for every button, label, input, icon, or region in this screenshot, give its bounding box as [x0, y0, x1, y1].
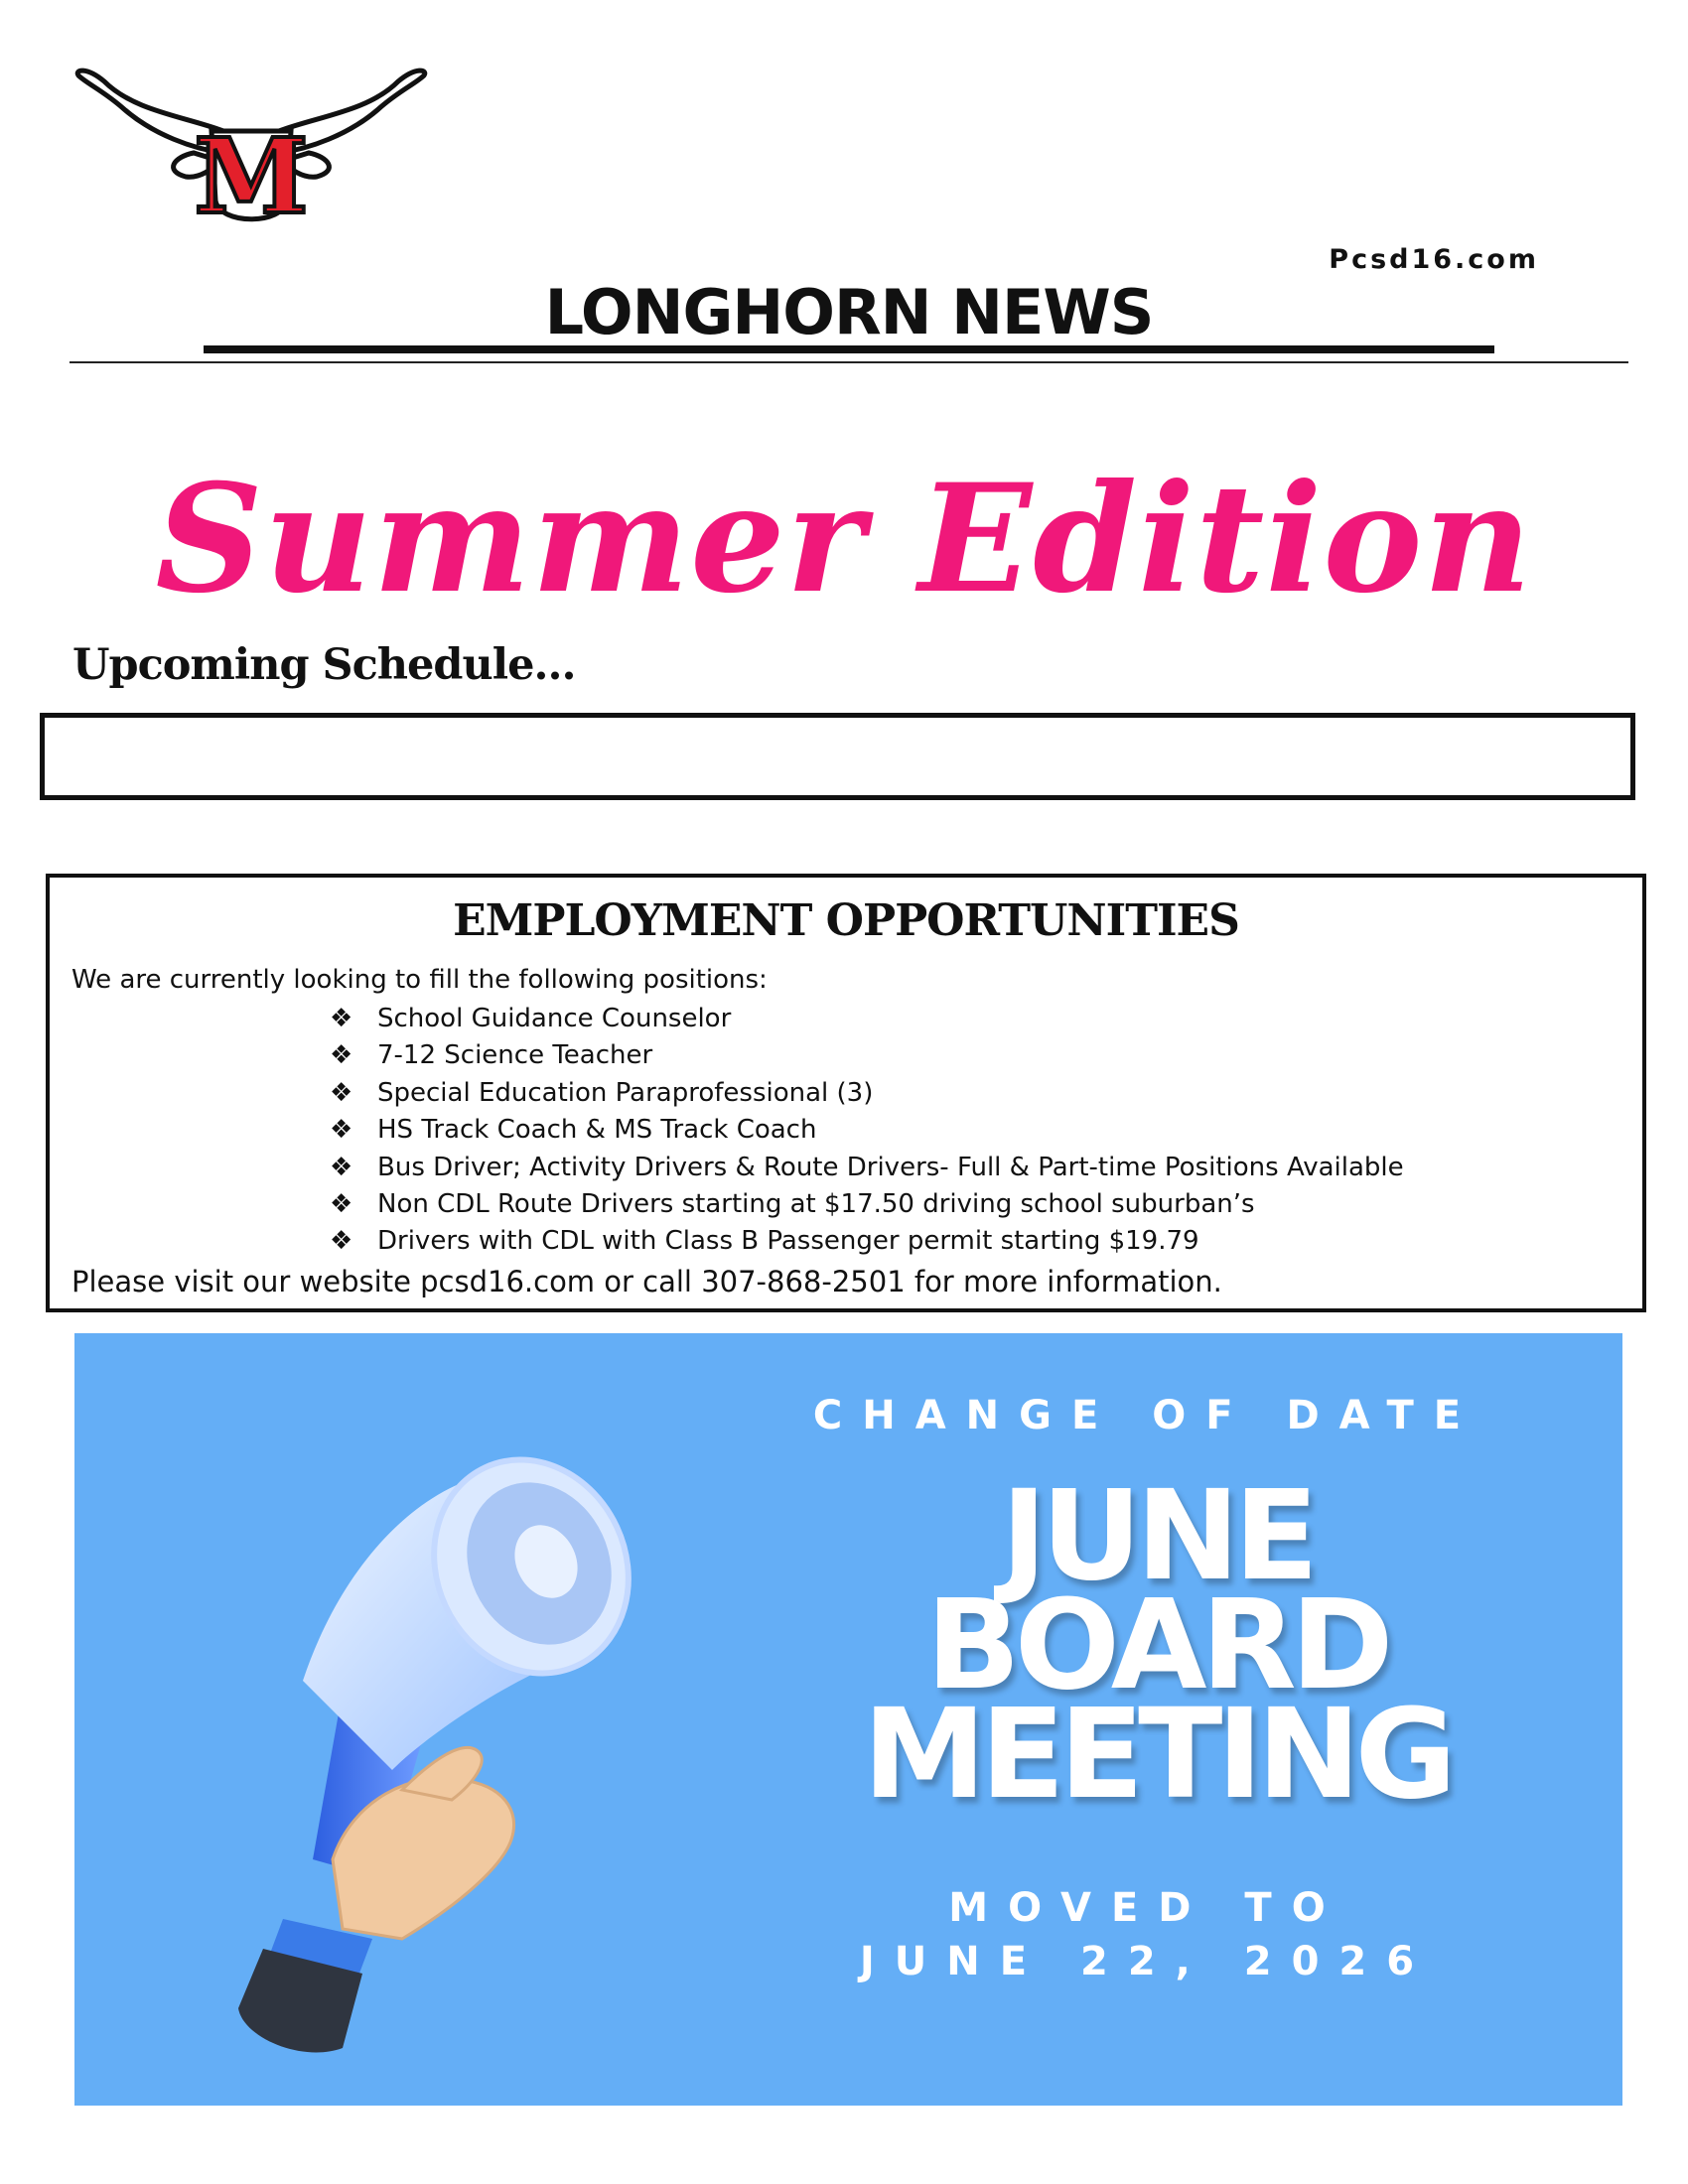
list-item: ❖ Drivers with CDL with Class B Passenger permit starting $19.79 [330, 1223, 1404, 1260]
employment-footer: Please visit our website pcsd16.com or call 307-868-2501 for more information. [71, 1265, 1222, 1298]
list-item: ❖ School Guidance Counselor [330, 1001, 1404, 1037]
newsletter-title: LONGHORN NEWS [544, 276, 1154, 348]
list-item: ❖ Non CDL Route Drivers starting at $17.50 driving school suburban’s [330, 1186, 1404, 1223]
header-rule [70, 361, 1628, 363]
masthead [204, 276, 1494, 355]
longhorn-logo [74, 62, 428, 240]
list-item: ❖ HS Track Coach & MS Track Coach [330, 1112, 1404, 1149]
employment-section [46, 874, 1646, 1312]
schedule-heading: Upcoming Schedule… [72, 640, 576, 690]
list-item: ❖ Bus Driver; Activity Drivers & Route Drivers- Full & Part-time Positions Available [330, 1150, 1404, 1186]
bullet-icon: ❖ [330, 1226, 353, 1257]
bullet-icon: ❖ [330, 1004, 353, 1033]
list-item: ❖ Special Education Paraprofessional (3) [330, 1075, 1404, 1112]
bullet-icon: ❖ [330, 1152, 353, 1182]
positions-list [330, 1001, 1404, 1261]
board-meeting-banner [74, 1333, 1622, 2106]
bullet-icon: ❖ [330, 1040, 353, 1071]
logo-letter: M [194, 115, 309, 237]
moved-to-text: MOVED TO JUNE 22, 2026 [710, 1881, 1584, 1988]
megaphone-icon [223, 1442, 740, 2088]
bullet-icon: ❖ [330, 1077, 353, 1108]
bullet-icon: ❖ [330, 1115, 353, 1146]
edition-title: Summer Edition [155, 452, 1533, 626]
change-of-date-text: CHANGE OF DATE [812, 1393, 1481, 1438]
employment-title: EMPLOYMENT OPPORTUNITIES [453, 895, 1239, 946]
schedule-box [40, 713, 1635, 800]
site-url: Pcsd16.com [1329, 244, 1539, 275]
bullet-icon: ❖ [330, 1188, 353, 1219]
meeting-headline: JUNE BOARD MEETING [862, 1464, 1452, 1827]
meeting-date: JUNE 22, 2026 [859, 1939, 1435, 1984]
list-item: ❖ 7-12 Science Teacher [330, 1037, 1404, 1074]
employment-intro: We are currently looking to fill the following positions: [71, 965, 768, 995]
